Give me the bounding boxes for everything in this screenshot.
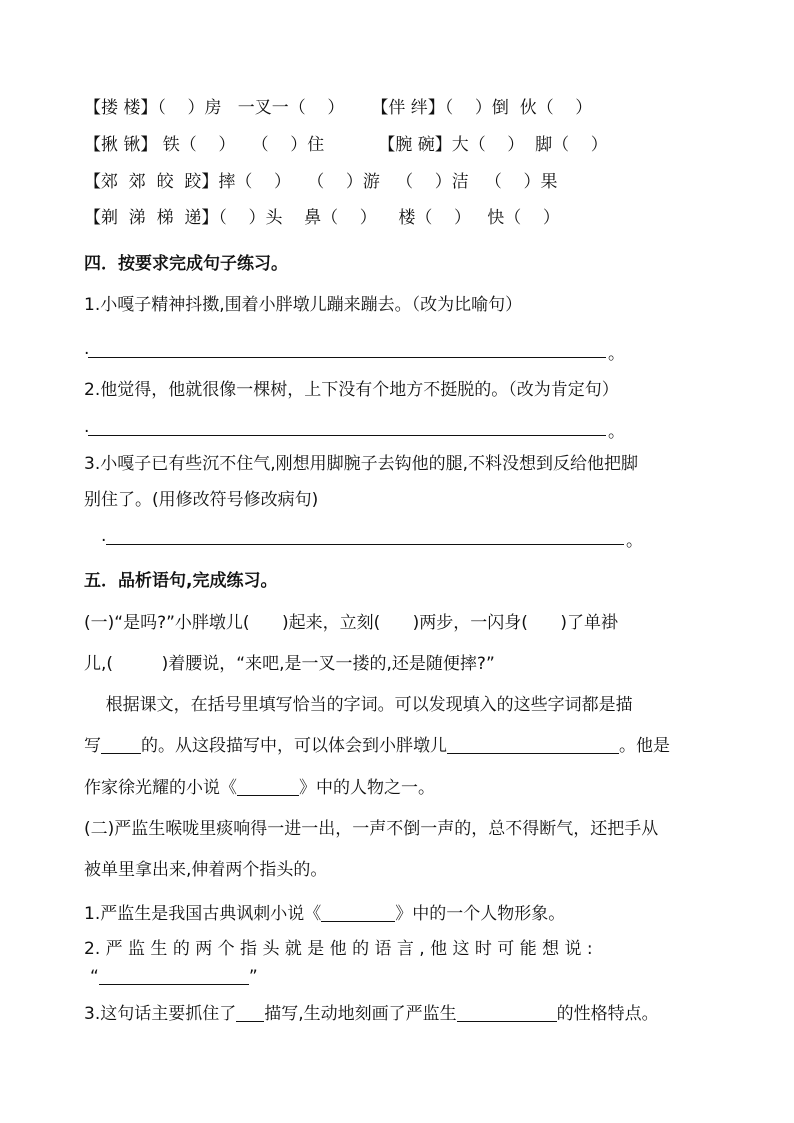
passage-2-question-1: [84, 903, 565, 925]
passage-2-line-2: 被单里拿出来,伸着两个指头的。: [84, 860, 328, 880]
answer-dot: .: [84, 417, 90, 437]
passage-1-line-1: (一)“是吗?”小胖墩儿( )起来，立刻( )两步，一闪身( )了单褂: [84, 613, 618, 633]
answer-line-3[interactable]: [106, 544, 624, 545]
passage-2-line-1: (二)严监生喉咙里痰响得一进一出，一声不倒一声的，总不得断气，还把手从: [84, 819, 659, 839]
answer-end: 。: [608, 344, 625, 364]
answer-line-2[interactable]: [88, 435, 606, 436]
word-group-row-3: 【郊 郊 皎 跤】摔（ ） （ ）游 （ ）洁 （ ）果: [84, 172, 558, 192]
word-group-row-2: 【揪 锹】 铁（ ） （ ）住 【腕 碗】大（ ） 脚（ ）: [84, 135, 608, 155]
answer-end: 。: [626, 531, 643, 551]
passage-1-question-line-1: 根据课文，在括号里填写恰当的字词。可以发现填入的这些字词都是描: [84, 695, 633, 715]
passage-2-question-3: [84, 1003, 659, 1025]
word-group-row-1: 【搂 楼】（ ）房 一叉一（ ） 【伴 绊】（ ）倒 伙（ ）: [84, 98, 593, 118]
text-segment: 描写,生动地刻画了严监生: [264, 1004, 457, 1024]
text-segment: ”: [248, 967, 258, 987]
section-4-question-2: 2.他觉得，他就很像一棵树，上下没有个地方不挺脱的。（改为肯定句）: [84, 380, 619, 400]
answer-dot: .: [101, 526, 107, 546]
text-segment: 写: [84, 736, 101, 756]
section-4-question-3-line-2: 别住了。(用修改符号修改病句): [84, 490, 319, 510]
text-segment: 1.严监生是我国古典讽刺小说《: [84, 904, 322, 924]
section-5-title: 五．品析语句,完成练习。: [84, 571, 278, 591]
text-segment: “: [90, 967, 99, 987]
answer-line-1[interactable]: [88, 357, 606, 358]
text-segment: 的。从这段描写中，可以体会到小胖墩儿: [141, 736, 447, 756]
text-segment: 》中的人物之一。: [299, 778, 435, 798]
answer-blank[interactable]: [99, 968, 249, 985]
text-segment: 。他是: [619, 736, 670, 756]
passage-1-line-2: 儿,( )着腰说，“来吧,是一叉一搂的,还是随便摔?”: [84, 654, 495, 674]
passage-1-question-line-2: [84, 735, 670, 757]
section-4-question-3-line-1: 3.小嘎子已有些沉不住气,刚想用脚腕子去钩他的腿,不料没想到反给他把脚: [84, 454, 639, 474]
answer-blank[interactable]: [321, 905, 395, 922]
text-segment: 作家徐光耀的小说《: [84, 778, 237, 798]
answer-blank[interactable]: [101, 737, 141, 754]
answer-end: 。: [608, 422, 625, 442]
answer-blank[interactable]: [457, 1005, 557, 1022]
word-group-row-4: 【剃 涕 梯 递】（ ）头 鼻（ ） 楼（ ） 快（ ）: [84, 208, 560, 228]
text-segment: 的性格特点。: [556, 1004, 659, 1024]
section-4-title: 四．按要求完成句子练习。: [84, 254, 288, 274]
answer-dot: .: [84, 339, 90, 359]
section-4-question-1: 1.小嘎子精神抖擞,围着小胖墩儿蹦来蹦去。（改为比喻句）: [84, 295, 523, 315]
text-segment: 3.这句话主要抓住了: [84, 1004, 237, 1024]
answer-blank[interactable]: [237, 779, 299, 796]
passage-1-question-line-3: [84, 777, 435, 799]
answer-blank[interactable]: [236, 1005, 264, 1022]
answer-blank[interactable]: [447, 737, 619, 754]
text-segment: 》中的一个人物形象。: [395, 904, 566, 924]
passage-2-question-2-answer: [90, 966, 258, 988]
passage-2-question-2: 2. 严 监 生 的 两 个 指 头 就 是 他 的 语 言 , 他 这 时 可 能 想 说 :: [84, 939, 593, 959]
